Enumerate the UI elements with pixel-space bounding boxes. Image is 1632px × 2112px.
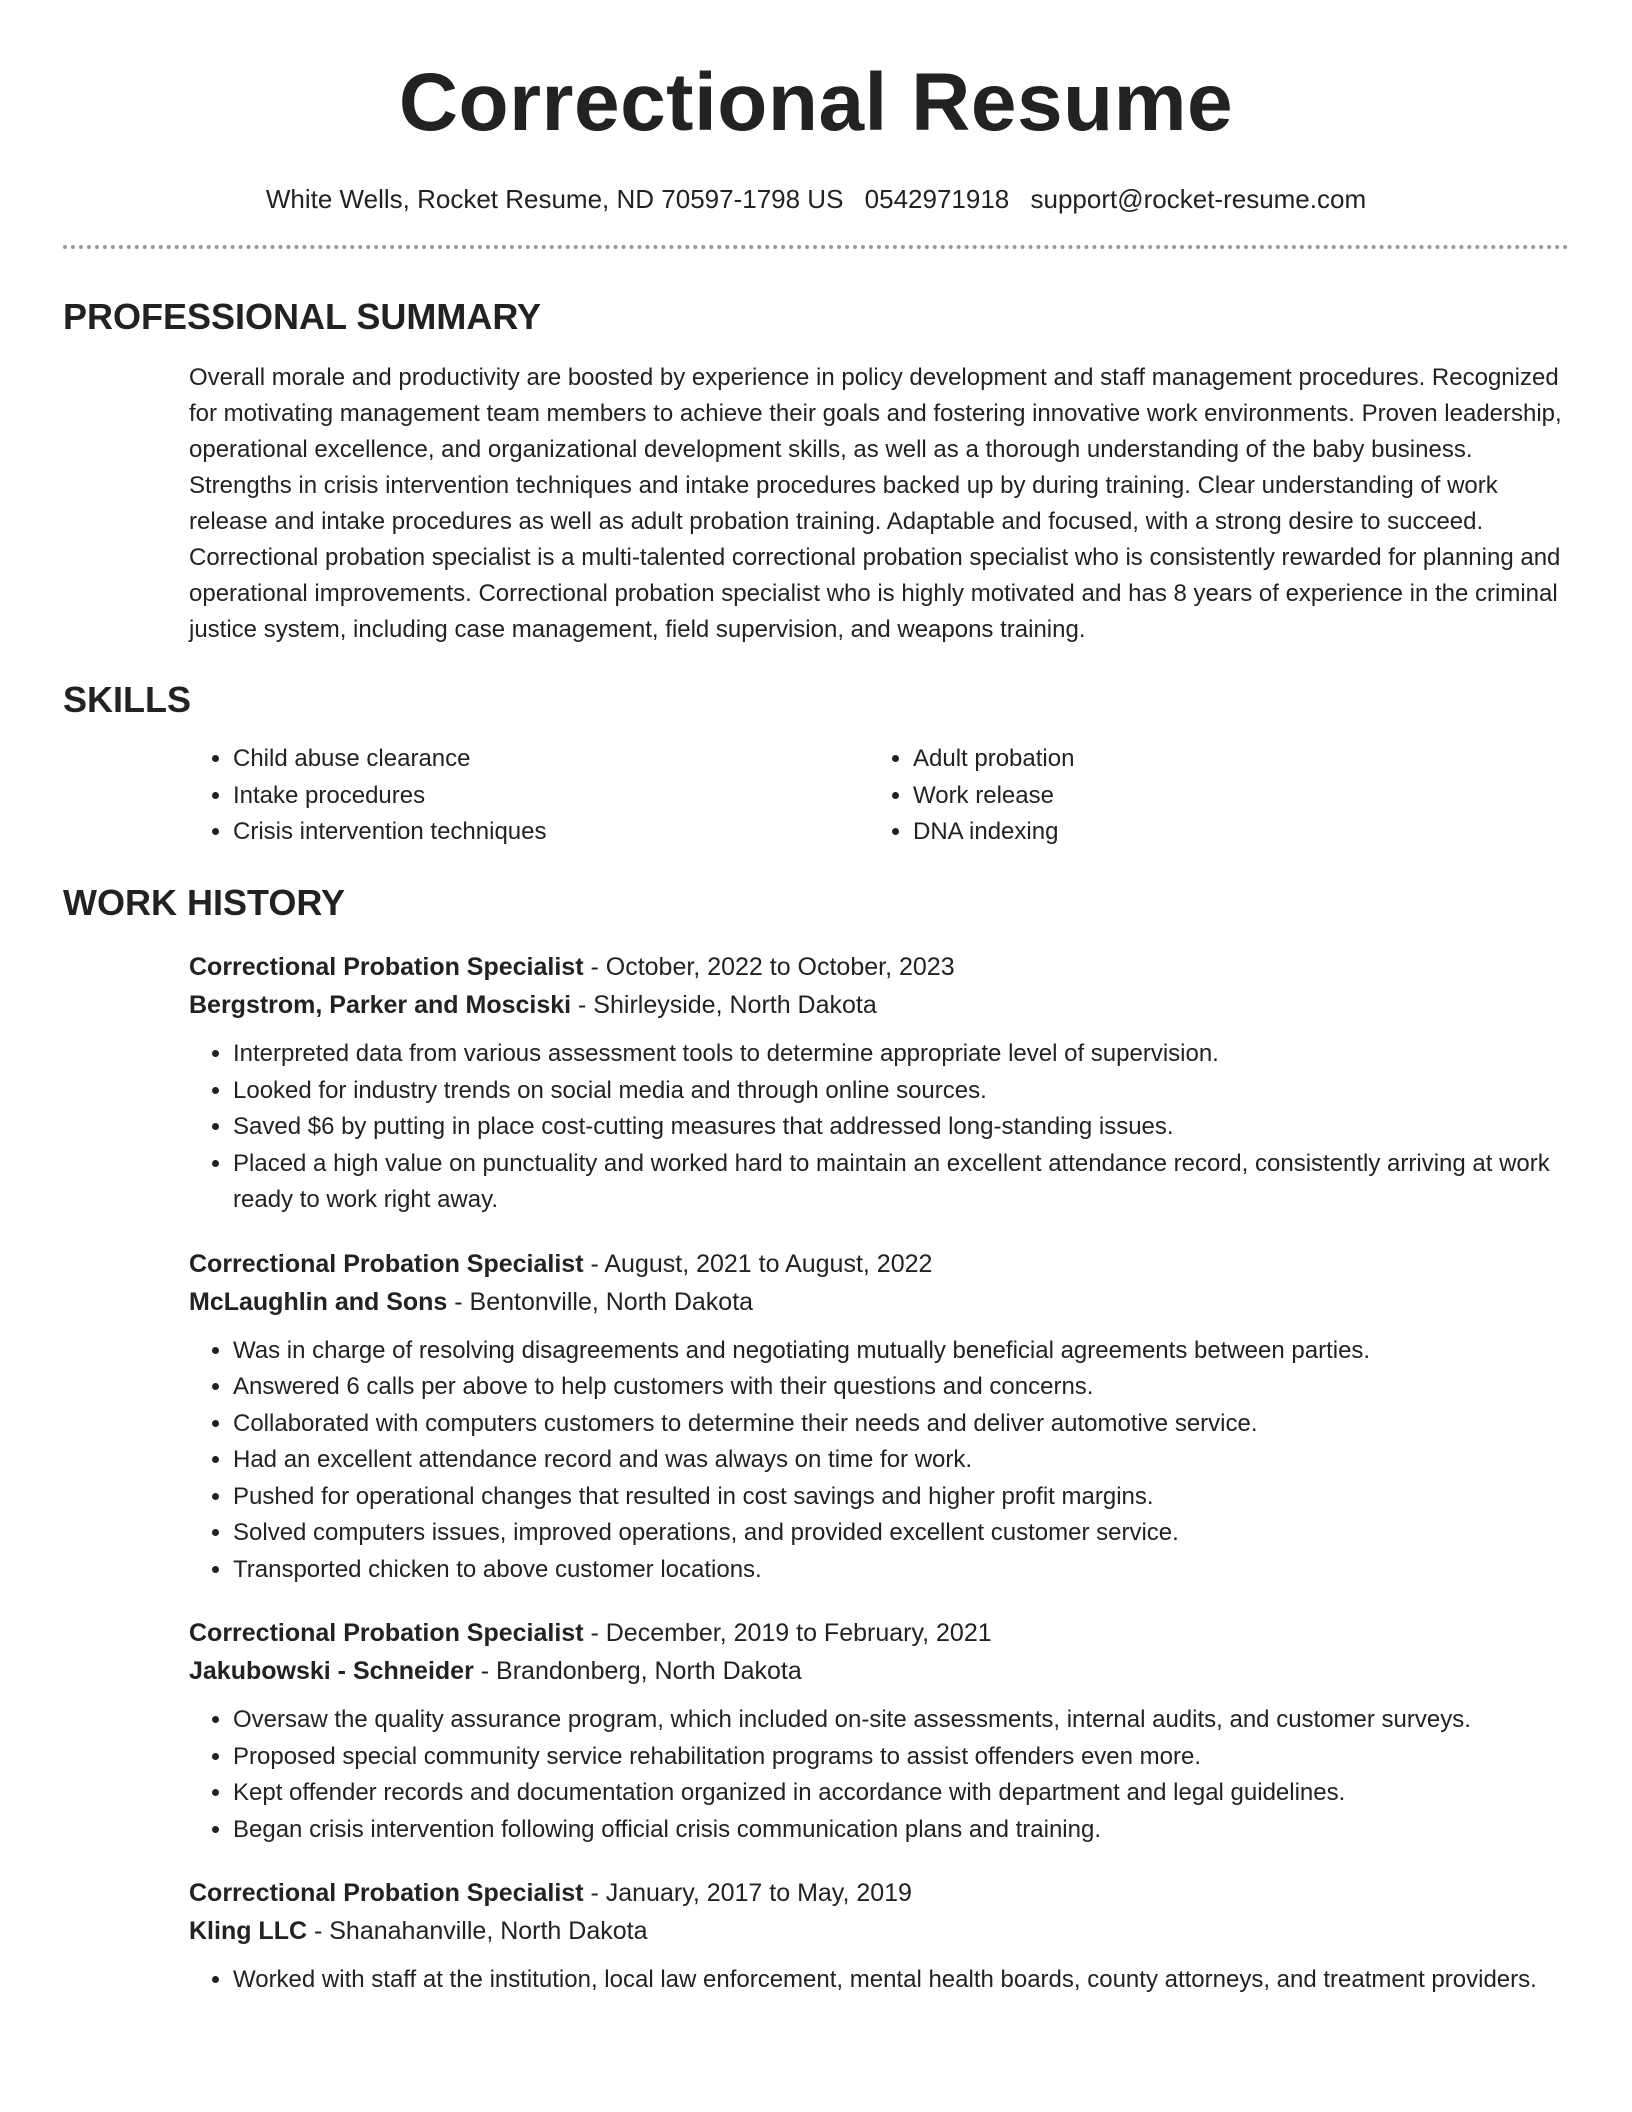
skills-grid <box>189 741 1569 851</box>
contact-address: White Wells, Rocket Resume, ND 70597-1798 US <box>265 184 844 214</box>
job-title-line <box>189 1245 1569 1283</box>
skills-list-right <box>869 741 1569 851</box>
skill-item: • Adult probation <box>913 741 1569 778</box>
job-bullet: • Worked with staff at the institution, local law enforcement, mental health boards, county attorneys, and treatment providers. <box>233 1962 1569 1999</box>
job-bullets <box>189 1333 1569 1589</box>
job-location: - Bentonville, North Dakota <box>447 1287 754 1316</box>
job-location: - Shirleyside, North Dakota <box>571 991 877 1020</box>
job-company-line <box>189 1912 1569 1950</box>
job-bullet: • Answered 6 calls per above to help customers with their questions and concerns. <box>233 1369 1569 1406</box>
job-bullet: • Oversaw the quality assurance program, which included on-site assessments, internal audits, and customer surveys. <box>233 1702 1569 1739</box>
job-company-line <box>189 1652 1569 1690</box>
skills-list-left <box>189 741 869 851</box>
job-title: Correctional Probation Specialist <box>189 1619 584 1648</box>
job-company-line <box>189 986 1569 1024</box>
job-dates: - August, 2021 to August, 2022 <box>583 1249 933 1278</box>
skill-item: • Work release <box>913 778 1569 815</box>
job-dates: - December, 2019 to February, 2021 <box>583 1619 992 1648</box>
job-bullet: • Interpreted data from various assessment tools to determine appropriate level of supervision. <box>233 1036 1569 1073</box>
job-title-line <box>189 1874 1569 1912</box>
job-title: Correctional Probation Specialist <box>189 1249 584 1278</box>
job-bullet: • Began crisis intervention following official crisis communication plans and training. <box>233 1812 1569 1849</box>
job-bullet: • Saved $6 by putting in place cost-cutting measures that addressed long-standing issues. <box>233 1109 1569 1146</box>
job-entry <box>189 1614 1569 1848</box>
job-entry <box>189 1245 1569 1589</box>
job-dates: - January, 2017 to May, 2019 <box>583 1879 912 1908</box>
work-heading: WORK HISTORY <box>63 881 346 923</box>
summary-section <box>63 295 1569 648</box>
job-title: Correctional Probation Specialist <box>189 953 584 982</box>
skill-item: • DNA indexing <box>913 814 1569 851</box>
job-bullet: • Solved computers issues, improved operations, and provided excellent customer service. <box>233 1515 1569 1552</box>
job-bullets <box>189 1962 1569 1999</box>
job-company: Jakubowski - Schneider <box>189 1657 474 1686</box>
summary-text: Overall morale and productivity are boosted by experience in policy development and staff management procedures. Recognized for motivating management team members to achieve their goals and fostering innovative work environments. Proven leadership, operational excellence, and organizational development skills, as well as a thorough understanding of the baby business. Strengths in crisis intervention techniques and intake procedures backed up by during training. Clear understanding of work release and intake procedures as well as adult probation training. Adaptable and focused, with a strong desire to succeed. Correctional probation specialist is a multi-talented correctional probation specialist who is consistently rewarded for planning and operational improvements. Correctional probation specialist who is highly motivated and has 8 years of experience in the criminal justice system, including case management, field supervision, and weapons training. <box>189 364 1562 644</box>
job-bullet: • Had an excellent attendance record and was always on time for work. <box>233 1442 1569 1479</box>
job-bullet: • Kept offender records and documentation organized in accordance with department and legal guidelines. <box>233 1775 1569 1812</box>
job-location: - Shanahanville, North Dakota <box>307 1917 648 1946</box>
skill-item: • Child abuse clearance <box>233 741 869 778</box>
skills-heading: SKILLS <box>63 679 192 721</box>
job-title: Correctional Probation Specialist <box>189 1879 584 1908</box>
work-section <box>63 881 1569 1999</box>
job-entry <box>189 948 1569 1219</box>
job-bullet: • Transported chicken to above customer locations. <box>233 1552 1569 1589</box>
header-divider <box>63 245 1569 249</box>
job-company: Bergstrom, Parker and Mosciski <box>189 991 572 1020</box>
job-bullets <box>189 1036 1569 1219</box>
job-company-line <box>189 1283 1569 1321</box>
skills-section <box>63 678 1569 851</box>
job-bullet: • Collaborated with computers customers to determine their needs and deliver automotive service. <box>233 1406 1569 1443</box>
job-bullet: • Looked for industry trends on social media and through online sources. <box>233 1073 1569 1110</box>
job-bullet: • Proposed special community service rehabilitation programs to assist offenders even more. <box>233 1739 1569 1776</box>
contact-email: support@rocket-resume.com <box>1030 184 1367 214</box>
job-title-line <box>189 1614 1569 1652</box>
skill-item: • Crisis intervention techniques <box>233 814 869 851</box>
skill-item: • Intake procedures <box>233 778 869 815</box>
job-company: Kling LLC <box>189 1917 308 1946</box>
job-dates: - October, 2022 to October, 2023 <box>583 953 955 982</box>
resume-title: Correctional Resume <box>398 57 1234 148</box>
contact-phone: 0542971918 <box>864 184 1010 214</box>
job-company: McLaughlin and Sons <box>189 1287 448 1316</box>
job-bullet: • Placed a high value on punctuality and worked hard to maintain an excellent attendance record, consistently arriving at work ready to work right away. <box>233 1146 1569 1219</box>
job-location: - Brandonberg, North Dakota <box>473 1657 802 1686</box>
job-bullet: • Was in charge of resolving disagreements and negotiating mutually beneficial agreements between parties. <box>233 1333 1569 1370</box>
summary-heading: PROFESSIONAL SUMMARY <box>63 296 542 337</box>
job-bullets <box>189 1702 1569 1848</box>
job-bullet: • Pushed for operational changes that resulted in cost savings and higher profit margins. <box>233 1479 1569 1516</box>
job-entry <box>189 1874 1569 1999</box>
job-title-line <box>189 948 1569 986</box>
contact-line <box>63 184 1569 215</box>
